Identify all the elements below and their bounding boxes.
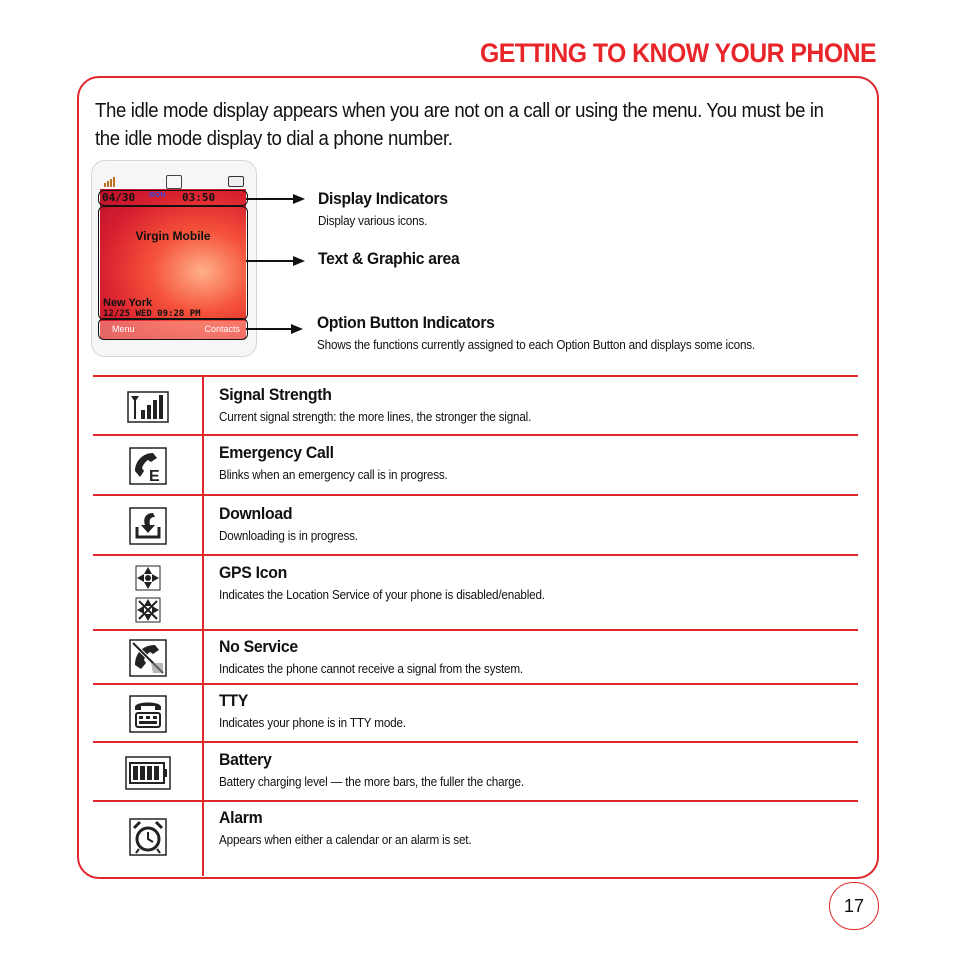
row-desc: Current signal strength: the more lines, the stronger the signal. bbox=[219, 409, 532, 424]
table-row bbox=[93, 629, 858, 685]
row-desc: Appears when either a calendar or an alarm is set. bbox=[219, 832, 472, 847]
row-title: Alarm bbox=[219, 808, 263, 827]
row-desc: Battery charging level — the more bars, the fuller the charge. bbox=[219, 774, 524, 789]
row-title: TTY bbox=[219, 691, 249, 710]
arrowhead-display-indicators bbox=[293, 194, 305, 204]
signal-strength-icon bbox=[127, 390, 169, 424]
row-title: Download bbox=[219, 504, 293, 523]
arrowhead-text-graphic bbox=[293, 256, 305, 266]
screen-day: MON bbox=[149, 192, 166, 199]
row-desc: Blinks when an emergency call is in progress. bbox=[219, 467, 448, 482]
battery-icon bbox=[125, 756, 171, 790]
row-desc: Indicates the phone cannot receive a signal from the system. bbox=[219, 661, 523, 676]
download-icon bbox=[129, 507, 167, 545]
intro-paragraph: The idle mode display appears when you are not on a call or using the menu. You must be in the idle mode display to dial a phone number. bbox=[95, 100, 824, 150]
callout-text-graphic-title: Text & Graphic area bbox=[318, 249, 460, 268]
row-title: Signal Strength bbox=[219, 385, 332, 404]
page-title: GETTING TO KNOW YOUR PHONE bbox=[479, 38, 876, 68]
svg-text:E: E bbox=[148, 468, 160, 485]
alarm-icon bbox=[129, 818, 167, 856]
arrow-display-indicators bbox=[246, 198, 294, 200]
phone-indicator-bar bbox=[100, 173, 246, 189]
no-service-icon bbox=[129, 639, 167, 677]
screen-city: New York bbox=[103, 297, 153, 309]
callout-option-buttons-title: Option Button Indicators bbox=[317, 313, 495, 332]
callout-display-indicators-desc: Display various icons. bbox=[318, 213, 428, 228]
emergency-call-icon bbox=[129, 447, 167, 485]
status-indicator-icon bbox=[166, 175, 182, 189]
screen-time: 03:50 bbox=[182, 191, 216, 204]
softkey-contacts: Contacts bbox=[204, 324, 240, 334]
table-row bbox=[93, 434, 858, 496]
table-row bbox=[93, 554, 858, 631]
row-title: No Service bbox=[219, 637, 298, 656]
row-desc: Indicates the Location Service of your phone is disabled/enabled. bbox=[219, 587, 545, 602]
signal-indicator-icon bbox=[104, 175, 118, 187]
screen-datetime: 12/25 WED 09:28 PM bbox=[103, 309, 201, 319]
row-title: Battery bbox=[219, 750, 272, 769]
text-graphic-area-highlight bbox=[98, 206, 248, 320]
row-title: GPS Icon bbox=[219, 563, 288, 582]
row-desc: Indicates your phone is in TTY mode. bbox=[219, 715, 406, 730]
gps-disabled-icon bbox=[135, 565, 161, 591]
callout-display-indicators-title: Display Indicators bbox=[318, 189, 448, 208]
arrow-option-buttons bbox=[246, 328, 292, 330]
arrowhead-option-buttons bbox=[291, 324, 303, 334]
page-number: 17 bbox=[829, 882, 879, 930]
table-row bbox=[93, 800, 858, 876]
screen-date: 04/30 bbox=[102, 191, 136, 204]
arrow-text-graphic bbox=[246, 260, 294, 262]
table-row bbox=[93, 494, 858, 556]
screen-carrier: Virgin Mobile bbox=[135, 229, 211, 243]
row-desc: Downloading is in progress. bbox=[219, 528, 358, 543]
row-title: Emergency Call bbox=[219, 443, 334, 462]
tty-icon bbox=[129, 695, 167, 733]
table-row bbox=[93, 375, 858, 437]
table-row bbox=[93, 741, 858, 802]
softkey-menu: Menu bbox=[112, 324, 135, 334]
battery-indicator-icon bbox=[228, 176, 244, 187]
gps-enabled-icon bbox=[135, 597, 161, 623]
callout-option-buttons-desc: Shows the functions currently assigned to each Option Button and displays some icons. bbox=[317, 337, 756, 352]
display-indicators-highlight bbox=[98, 190, 248, 206]
option-buttons-highlight bbox=[98, 318, 248, 340]
table-row bbox=[93, 683, 858, 743]
